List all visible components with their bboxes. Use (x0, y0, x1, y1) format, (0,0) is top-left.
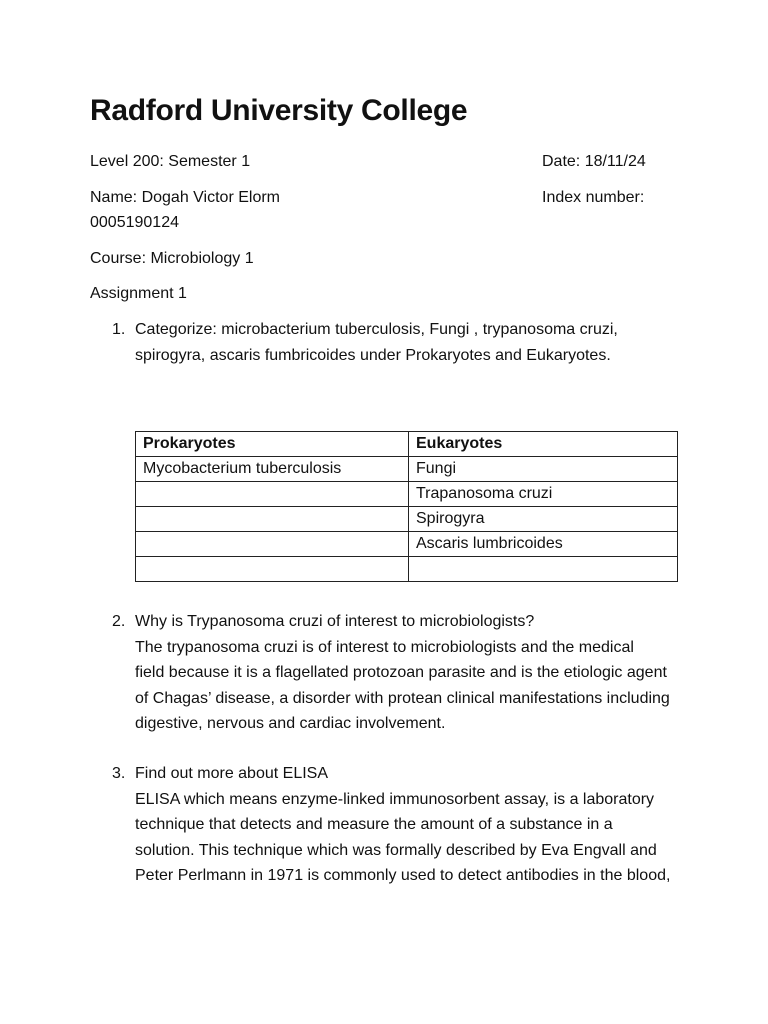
question-line: Why is Trypanosoma cruzi of interest to microbiologists? (135, 613, 535, 630)
table-row (136, 557, 678, 582)
table-cell (409, 557, 678, 582)
header-prokaryotes: Prokaryotes (136, 432, 409, 457)
header-eukaryotes: Eukaryotes (409, 432, 678, 457)
table-header-row (136, 432, 678, 457)
answer-line: solution. This technique which was formally described by Eva Engvall and (135, 841, 657, 859)
question-line: Find out more about ELISA (135, 765, 328, 782)
level-semester: Level 200: Semester 1 (90, 153, 251, 170)
index-number-value: 0005190124 (90, 214, 179, 231)
date: Date: 18/11/24 (542, 153, 646, 170)
question-number: 2. (112, 613, 126, 630)
question-3 (90, 761, 690, 889)
table-cell (136, 482, 409, 507)
index-number-label: Index number: (542, 189, 645, 206)
question-1 (90, 317, 690, 368)
table-row (136, 457, 678, 482)
answer-line: field because it is a flagellated protozoan parasite and is the etiologic agent (135, 664, 667, 681)
answer-line: ELISA which means enzyme-linked immunosorbent assay, is a laboratory (135, 790, 655, 808)
course: Course: Microbiology 1 (90, 250, 254, 267)
classification-table (135, 431, 678, 582)
table-cell (136, 557, 409, 582)
assignment-heading: Assignment 1 (90, 285, 187, 302)
question-number: 1. (112, 321, 126, 338)
table-cell: Spirogyra (409, 507, 678, 532)
question-line: spirogyra, ascaris fumbricoides under Prokaryotes and Eukaryotes. (135, 346, 611, 364)
table-row (136, 482, 678, 507)
question-2 (90, 609, 690, 737)
table-cell: Trapanosoma cruzi (409, 482, 678, 507)
answer-line: technique that detects and measure the amount of a substance in a (135, 816, 613, 833)
student-name: Name: Dogah Victor Elorm (90, 189, 280, 206)
answer-line: of Chagas’ disease, a disorder with protean clinical manifestations including (135, 689, 670, 707)
document-title: Radford University College (90, 94, 468, 127)
table-cell (136, 532, 409, 557)
table-row (136, 507, 678, 532)
table-cell: Fungi (409, 457, 678, 482)
table-cell (136, 507, 409, 532)
question-number: 3. (112, 765, 126, 782)
table-row (136, 532, 678, 557)
answer-line: digestive, nervous and cardiac involvement. (135, 715, 446, 732)
answer-line: The trypanosoma cruzi is of interest to microbiologists and the medical (135, 638, 634, 656)
table-cell: Mycobacterium tuberculosis (136, 457, 409, 482)
answer-line: Peter Perlmann in 1971 is commonly used to detect antibodies in the blood, (135, 867, 671, 884)
question-line: Categorize: microbacterium tuberculosis, Fungi , trypanosoma cruzi, (135, 321, 618, 338)
table-cell: Ascaris lumbricoides (409, 532, 678, 557)
